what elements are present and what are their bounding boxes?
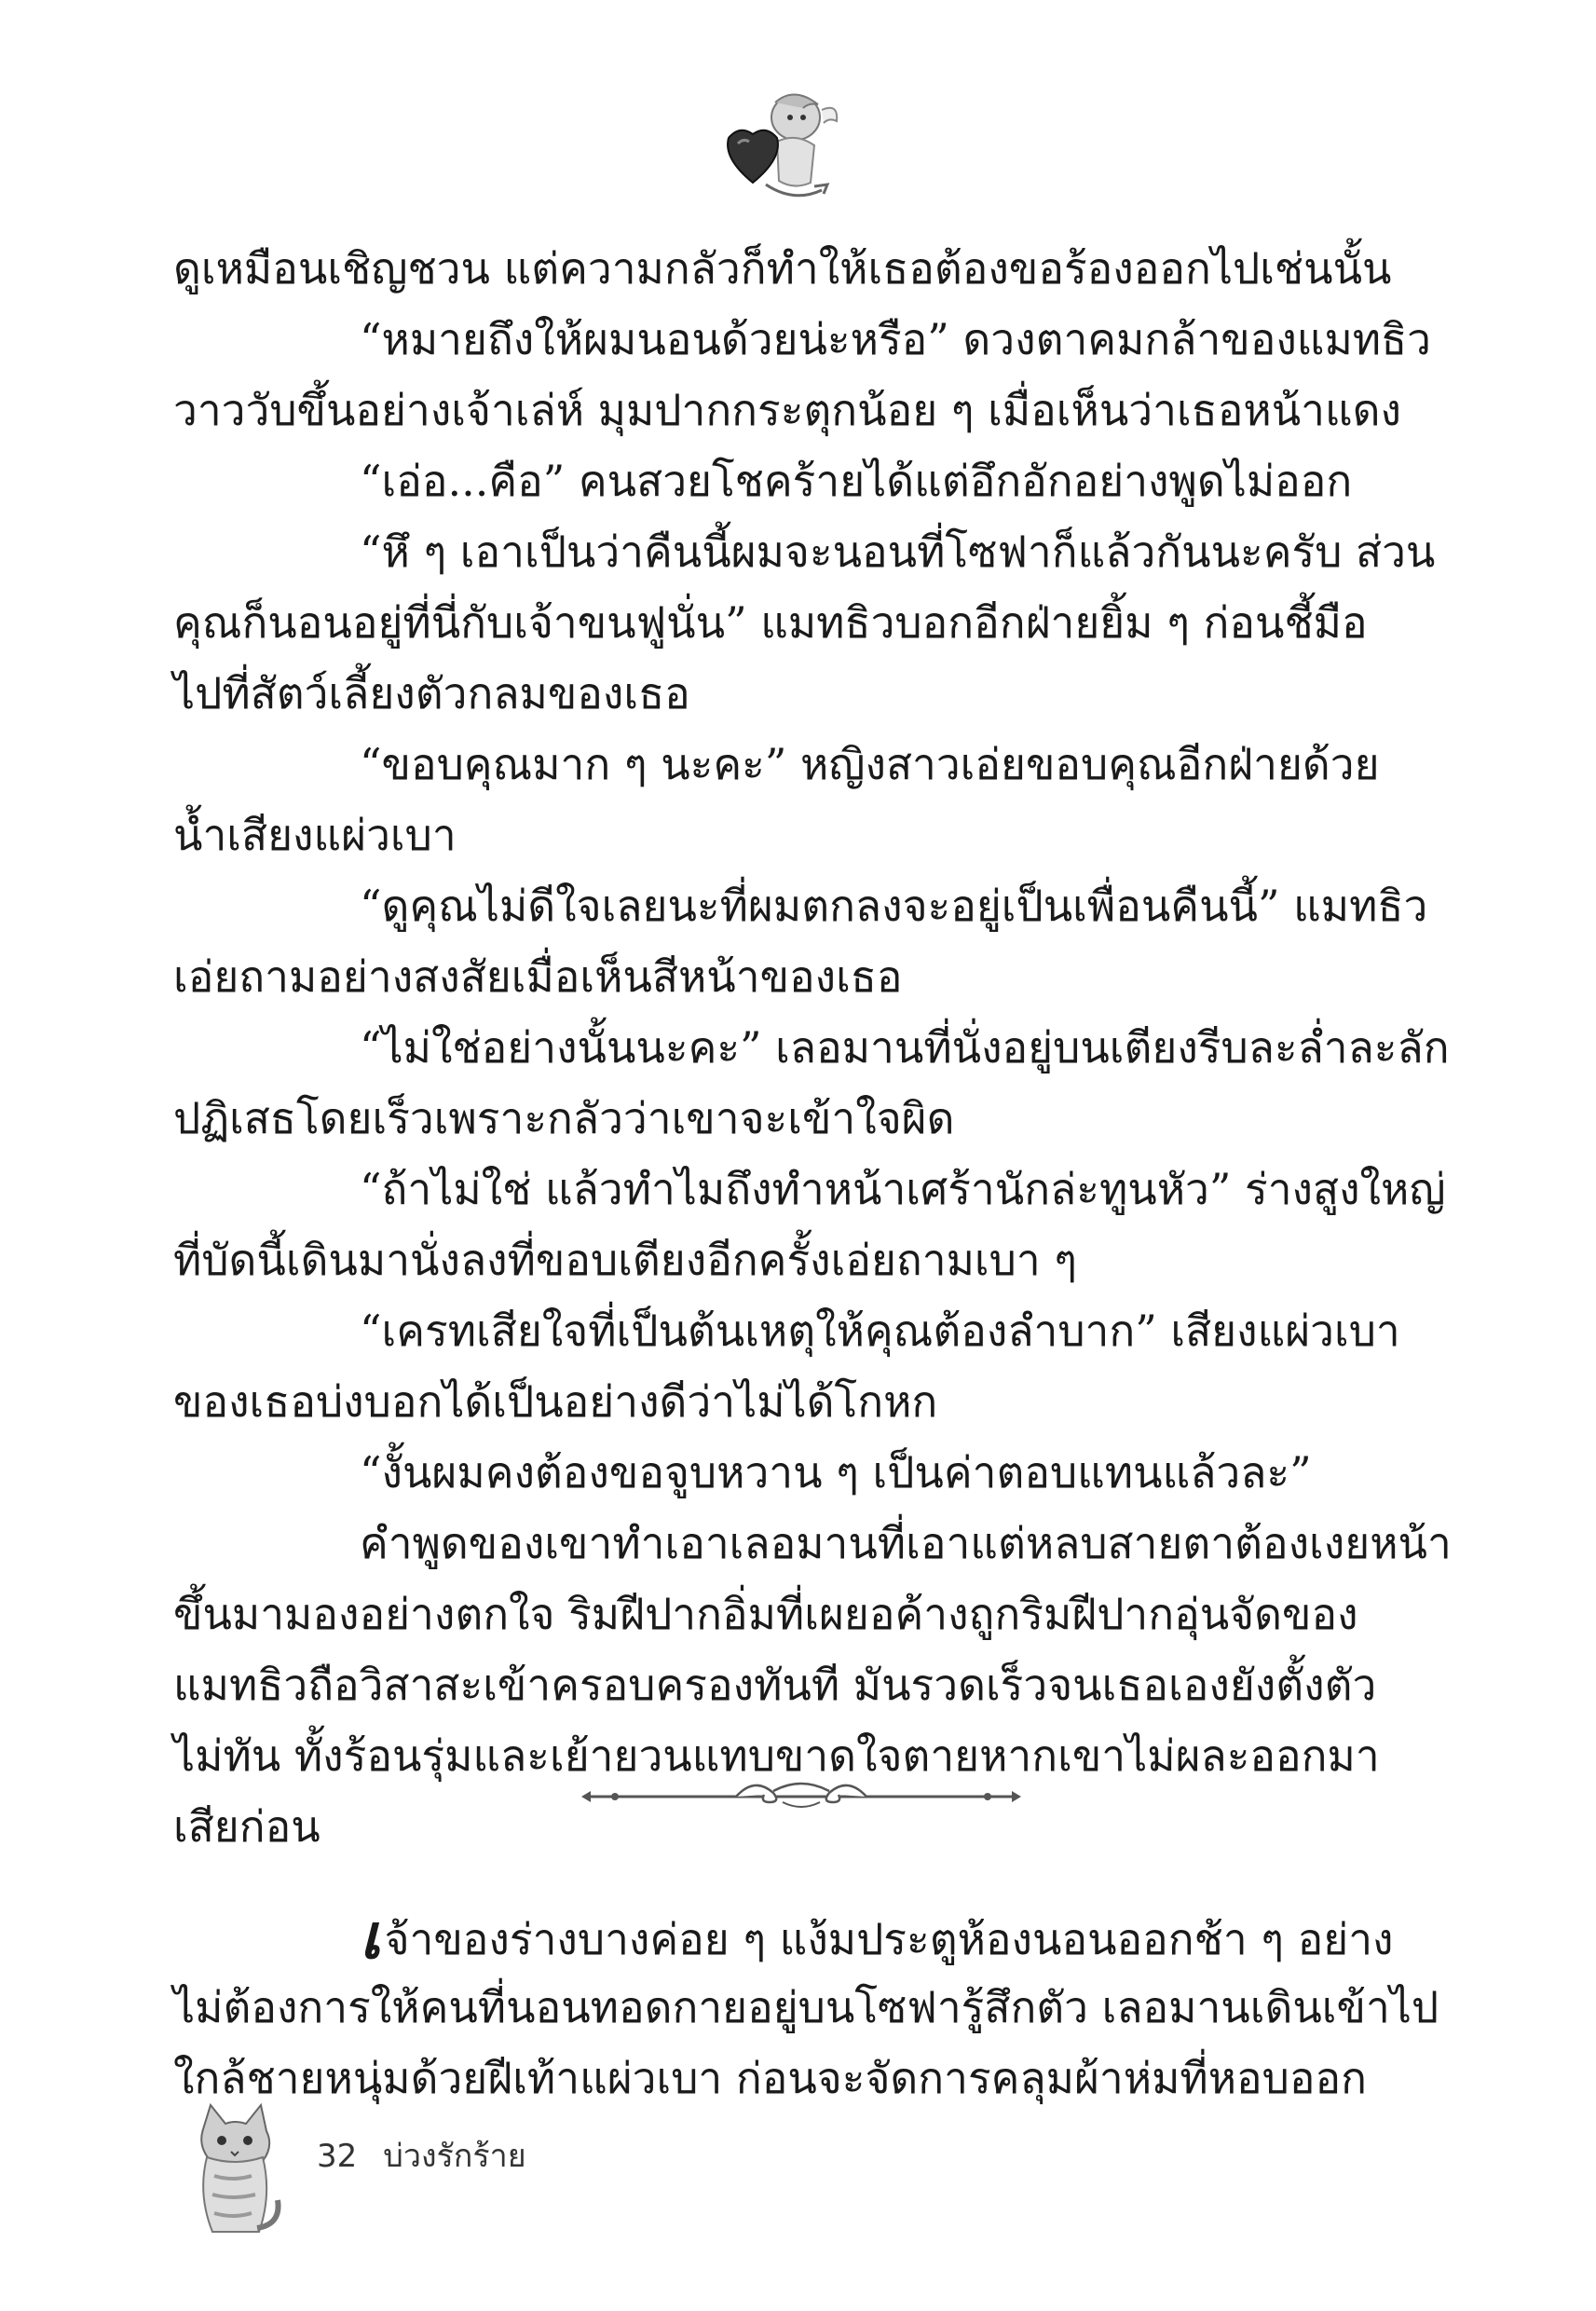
text-line: ไม่ต้องการให้คนที่นอนทอดกายอยู่บนโซฟารู้สึกตัว เลอมานเดินเข้าไป bbox=[173, 1982, 1439, 2032]
kitten-illustration bbox=[183, 2101, 285, 2241]
text-line: คุณก็นอนอยู่ที่นี่กับเจ้าขนฟูนั่น” แมทธิวบอกอีกฝ่ายยิ้ม ๆ ก่อนชี้มือ bbox=[173, 597, 1368, 648]
text-line: “ขอบคุณมาก ๆ นะคะ” หญิงสาวเอ่ยขอบคุณอีกฝ่ายด้วย bbox=[360, 739, 1380, 789]
text-line: ไปที่สัตว์เลี้ยงตัวกลมของเธอ bbox=[173, 668, 690, 718]
text-line: วาววับขึ้นอย่างเจ้าเล่ห์ มุมปากกระตุกน้อย ๆ เมื่อเห็นว่าเธอหน้าแดง bbox=[173, 385, 1401, 435]
text-line: “เครทเสียใจที่เป็นต้นเหตุให้คุณต้องลำบาก” เสียงแผ่วเบา bbox=[360, 1306, 1400, 1356]
text-line: “งั้นผมคงต้องขอจูบหวาน ๆ เป็นค่าตอบแทนแล้วละ” bbox=[360, 1447, 1312, 1497]
first-line-text: จ้าของร่างบางค่อย ๆ แง้มประตูห้องนอนออกช้า ๆ อย่าง bbox=[384, 1914, 1394, 1964]
text-line: ขึ้นมามองอย่างตกใจ ริมฝีปากอิ่มที่เผยอค้างถูกริมฝีปากอุ่นจัดของ bbox=[173, 1589, 1358, 1639]
text-line: “หมายถึงให้ผมนอนด้วยน่ะหรือ” ดวงตาคมกล้าของแมทธิว bbox=[360, 314, 1431, 364]
scroll-divider-ornament bbox=[578, 1778, 1025, 1815]
text-line: ไม่ทัน ทั้งร้อนรุ่มและเย้ายวนแทบขาดใจตายหากเขาไม่ผละออกมา bbox=[173, 1730, 1380, 1781]
text-line: “ดูคุณไม่ดีใจเลยนะที่ผมตกลงจะอยู่เป็นเพื่อนคืนนี้” แมทธิว bbox=[360, 881, 1428, 931]
cupid-heart-illustration bbox=[710, 82, 840, 212]
section-2-text bbox=[173, 1900, 1439, 2113]
text-line: แมทธิวถือวิสาสะเข้าครอบครองทันที มันรวดเร็วจนเธอเองยังตั้งตัว bbox=[173, 1660, 1377, 1710]
page-footer bbox=[317, 2130, 526, 2181]
text-line: ที่บัดนี้เดินมานั่งลงที่ขอบเตียงอีกครั้งเอ่ยถามเบา ๆ bbox=[173, 1235, 1077, 1285]
drop-cap: เ bbox=[360, 1900, 381, 1973]
text-line: “ไม่ใช่อย่างนั้นนะคะ” เลอมานที่นั่งอยู่บนเตียงรีบละล่ำละลัก bbox=[360, 1022, 1450, 1073]
text-line: “เอ่อ...คือ” คนสวยโชคร้ายได้แต่อึกอักอย่างพูดไม่ออก bbox=[360, 456, 1353, 506]
text-line: “หึ ๆ เอาเป็นว่าคืนนี้ผมจะนอนที่โซฟาก็แล้วกันนะครับ ส่วน bbox=[360, 526, 1436, 577]
text-line: น้ำเสียงแผ่วเบา bbox=[173, 810, 457, 860]
text-line: เอ่ยถามอย่างสงสัยเมื่อเห็นสีหน้าของเธอ bbox=[173, 951, 903, 1002]
text-line: เสียก่อน bbox=[173, 1801, 321, 1852]
text-line: ของเธอบ่งบอกได้เป็นอย่างดีว่าไม่ได้โกหก bbox=[173, 1376, 938, 1427]
text-line: “ถ้าไม่ใช่ แล้วทำไมถึงทำหน้าเศร้านักล่ะทูนหัว” ร่างสูงใหญ่ bbox=[360, 1164, 1446, 1214]
text-line: ดูเหมือนเชิญชวน แต่ความกลัวก็ทำให้เธอต้องขอร้องออกไปเช่นนั้น bbox=[173, 243, 1392, 294]
book-title: บ่วงรักร้าย bbox=[383, 2138, 526, 2175]
text-line: ใกล้ชายหนุ่มด้วยฝีเท้าแผ่วเบา ก่อนจะจัดการคลุมผ้าห่มที่หอบออก bbox=[173, 2053, 1367, 2103]
text-line: คำพูดของเขาทำเอาเลอมานที่เอาแต่หลบสายตาต้องเงยหน้า bbox=[360, 1518, 1452, 1568]
text-line-first bbox=[173, 1900, 1394, 1973]
page-number: 32 bbox=[317, 2138, 358, 2175]
text-line: ปฏิเสธโดยเร็วเพราะกลัวว่าเขาจะเข้าใจผิด bbox=[173, 1093, 955, 1143]
section-1-text bbox=[173, 233, 1452, 1862]
